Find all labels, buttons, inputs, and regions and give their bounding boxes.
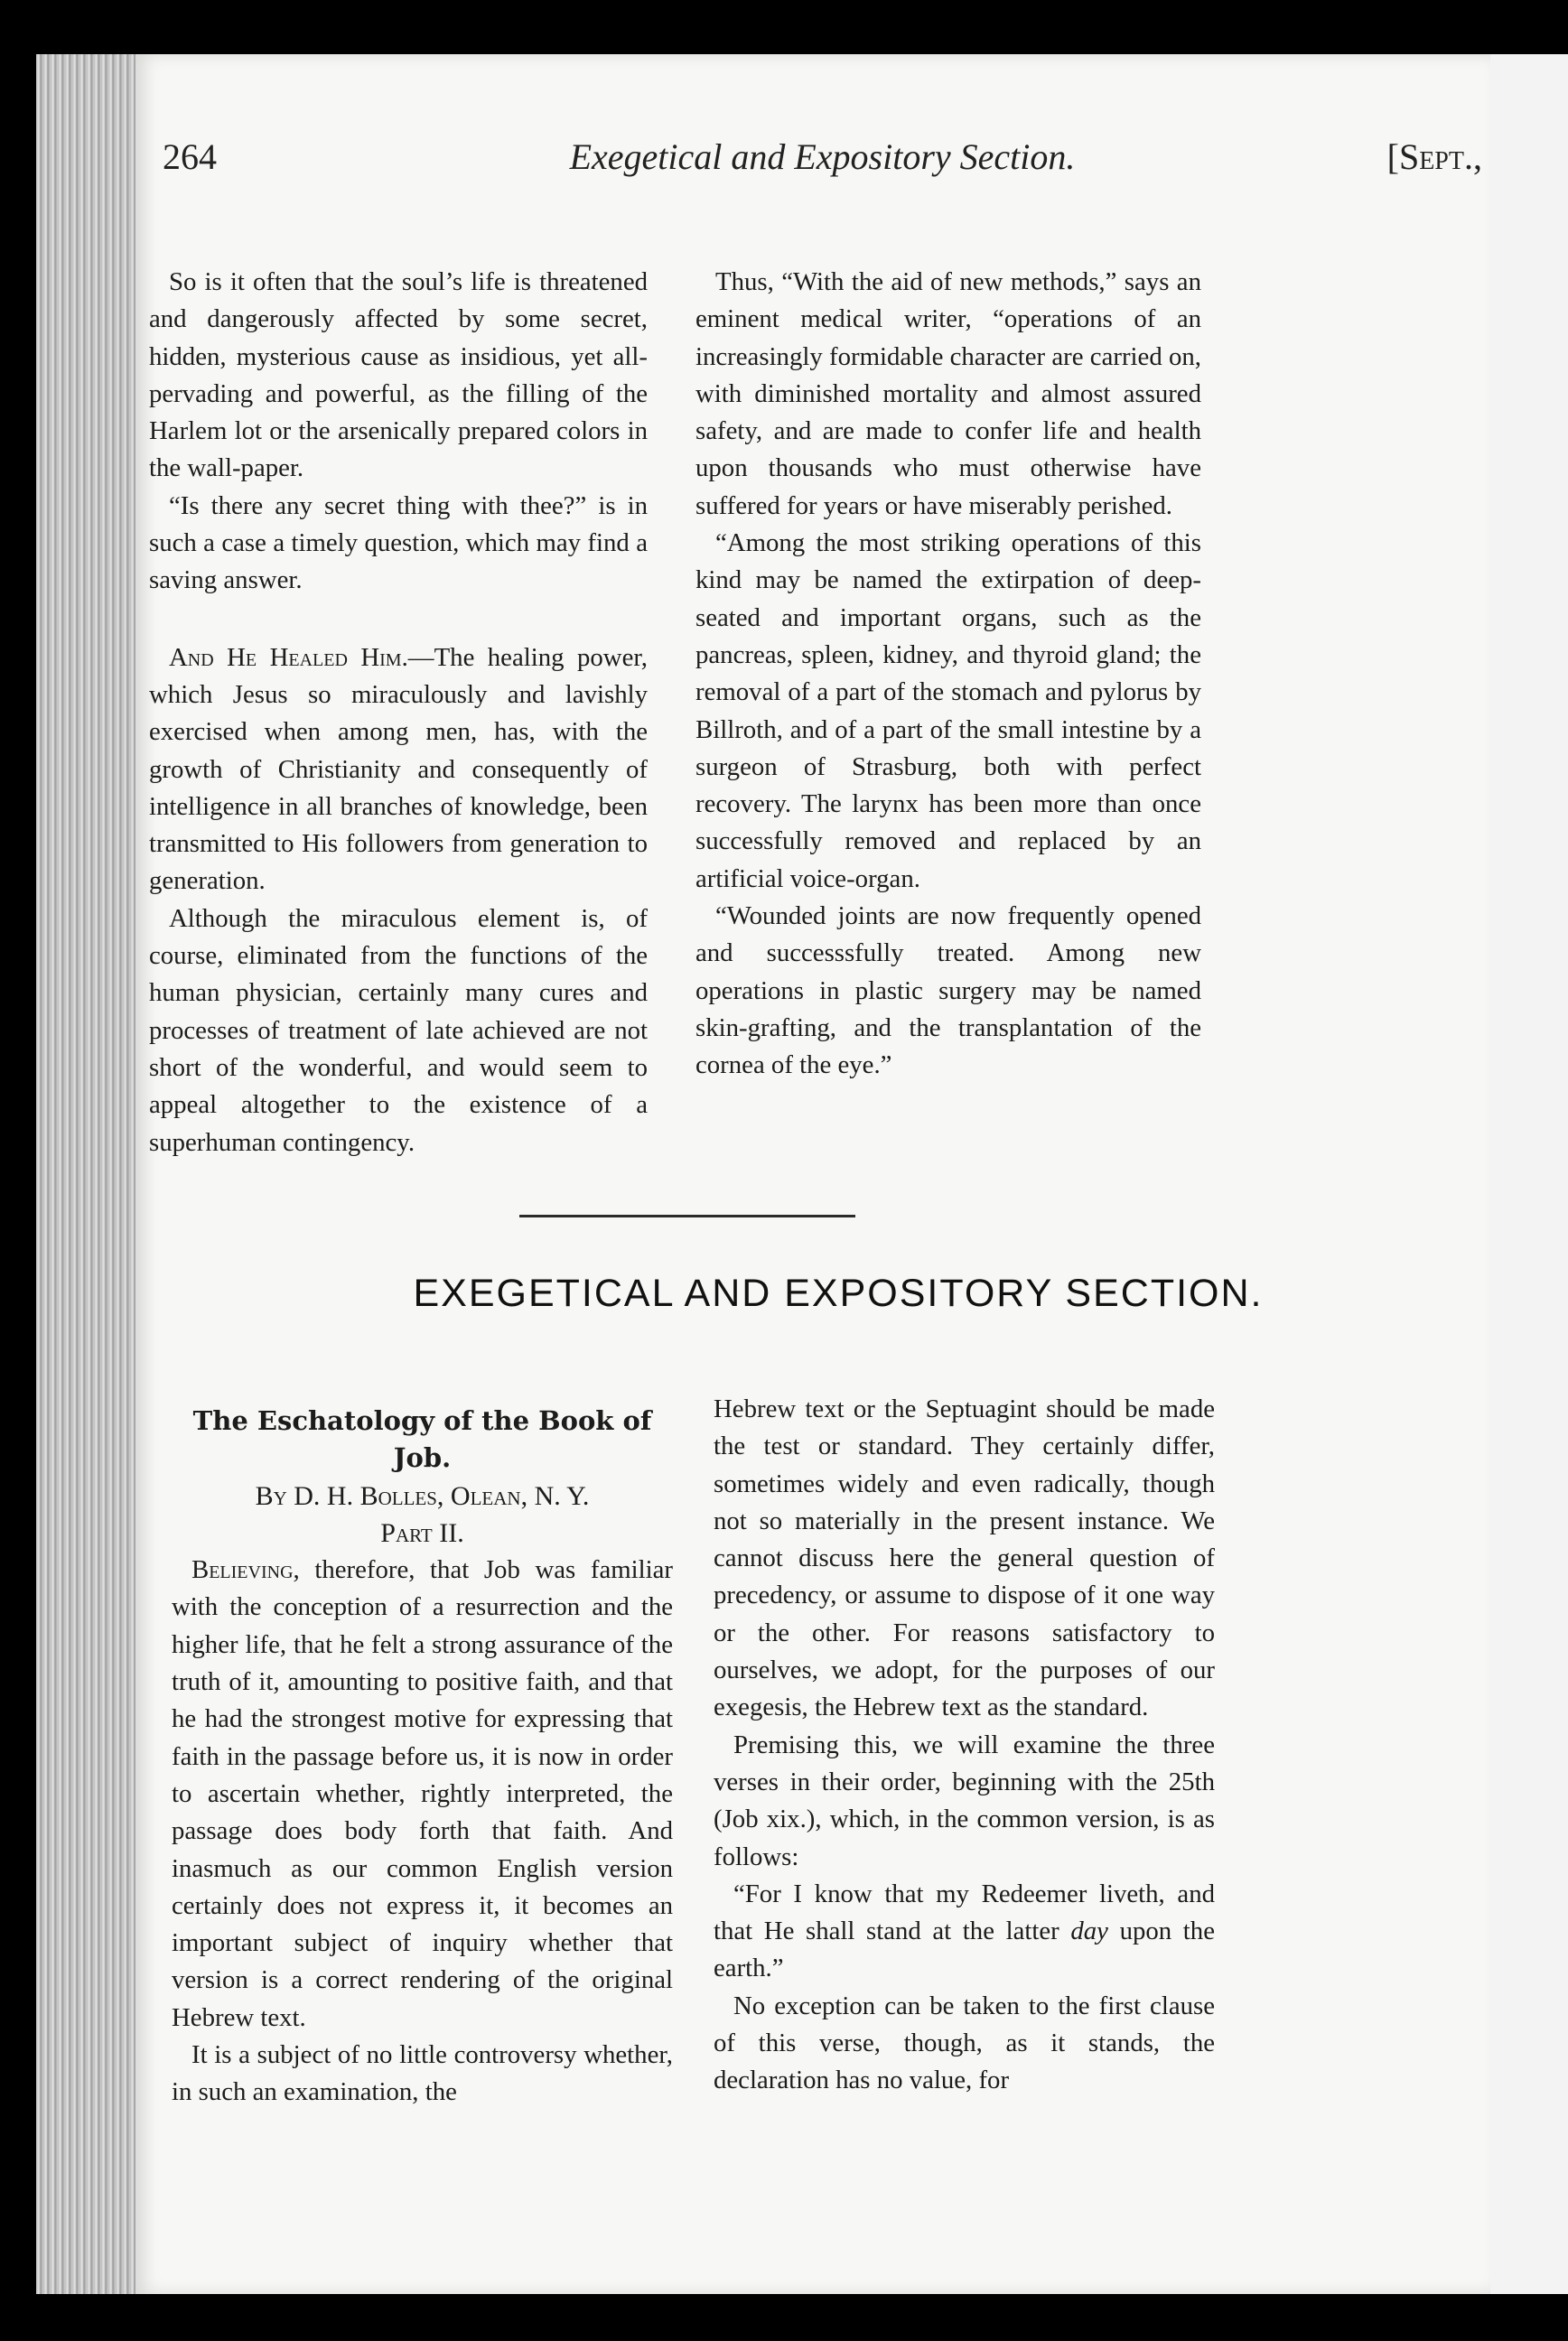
page-number: 264	[163, 136, 217, 177]
quotation-text: “For I know that my Redeemer liveth, and that He shall stand at the latter	[714, 1879, 1215, 1946]
paragraph	[172, 1552, 673, 2037]
running-month: [Sept.,	[1386, 136, 1482, 177]
paragraph: So is it often that the soul’s life is threatened and dangerously affected by some secret, hidden, mysterious cause as insidious, yet all-pervading and powerful, as the filling of the Harlem lot or the arsenically prepared colors in the wall-paper.	[149, 267, 648, 483]
paragraph: Hebrew text or the Septuagint should be made the test or standard. They certainly differ, sometimes widely and even radically, though not so materially in the present instance. We cannot discuss here the general question of precedency, or assume to dispose of it one way or the other. For reasons satisfactory to ourselves, we adopt, for the purposes of our exegesis, the Hebrew text as the standard.	[714, 1394, 1215, 1722]
paragraph: Although the miraculous element is, of course, eliminated from the functions of the human physician, certainly many cures and processes of treatment of late achieved are not short of the wonderful, and would seem to appeal altogether to the existence of a superhuman contingency.	[149, 903, 648, 1157]
paragraph	[149, 639, 648, 900]
facing-page-edge	[1483, 54, 1568, 2294]
paragraph: Thus, “With the aid of new methods,” says an eminent medical writer, “operations of an increasingly formidable character are carried on, with diminished mortality and almost assured safety, and are made to confer life and health upon thousands who must otherwise have suffered for years or have miserably perished.	[695, 267, 1201, 520]
paragraph: Premising this, we will examine the three verses in their order, beginning with the 25th (Job xix.), which, in the common version, is as follows:	[714, 1730, 1215, 1871]
section-heading: EXEGETICAL AND EXPOSITORY SECTION.	[413, 1272, 1264, 1315]
upper-left-column	[149, 264, 648, 1161]
article-byline: By D. H. Bolles, Olean, N. Y.	[255, 1480, 590, 1511]
article-title: The Eschatology of the Book of Job.	[192, 1405, 652, 1474]
paragraph: No exception can be taken to the first clause of this verse, though, as it stands, the declaration has no value, for	[714, 1991, 1215, 2095]
article-right-column	[714, 1391, 1215, 2100]
paragraph-text: therefore, that Job was familiar with the conception of a resurrection and the higher life, that he felt a strong assurance of the truth of it, amounting to positive faith, and that he had the strongest motive for expressing that faith in the passage before us, it is now in order to ascertain whether, rightly interpreted, the passage does body forth that faith. And inasmuch as our common English version certainly does not express it, it becomes an important subject of inquiry whether that version is a correct rendering of the original Hebrew text.	[172, 1555, 673, 2032]
running-title: Exegetical and Expository Section.	[569, 136, 1076, 177]
paragraph: “Wounded joints are now frequently opened and successsfully treated. Among new operations in plastic surgery may be named skin-grafting, and the transplantation of the cornea of the eye.”	[695, 901, 1201, 1080]
quotation-italic: day	[1070, 1917, 1108, 1946]
paragraph: “Among the most striking operations of this kind may be named the extirpation of deep-seated and important organs, such as the pancreas, spleen, kidney, and thyroid gland; the removal of a part of the stomach and pylorus by Billroth, and of a part of the small intestine by a surgeon of Strasburg, both with perfect recovery. The larynx has been more than once successfully removed and replaced by an artificial voice-organ.	[695, 528, 1201, 893]
running-header	[163, 135, 1482, 199]
section-divider	[519, 1215, 855, 1217]
paragraph: “Is there any secret thing with thee?” is in such a case a timely question, which may find a saving answer.	[149, 490, 648, 595]
paragraph-lead: Believing,	[191, 1555, 300, 1585]
upper-right-column	[695, 264, 1201, 1085]
article-left-column	[172, 1403, 673, 2112]
paragraph-lead: And He Healed Him.	[169, 642, 408, 672]
paragraph: It is a subject of no little controversy whether, in such an examination, the	[172, 2040, 673, 2107]
quotation-text: upon the earth.”	[714, 1917, 1215, 1983]
quotation	[714, 1876, 1215, 1988]
book-page-edges	[36, 54, 135, 2294]
article-part: Part II.	[380, 1517, 464, 1548]
paragraph-text: —The healing power, which Jesus so miraculously and lavishly exercised when among men, has, with the growth of Christianity and consequently of intelligence in all branches of knowledge, been transmitted to His followers from generation to generation.	[149, 642, 648, 896]
